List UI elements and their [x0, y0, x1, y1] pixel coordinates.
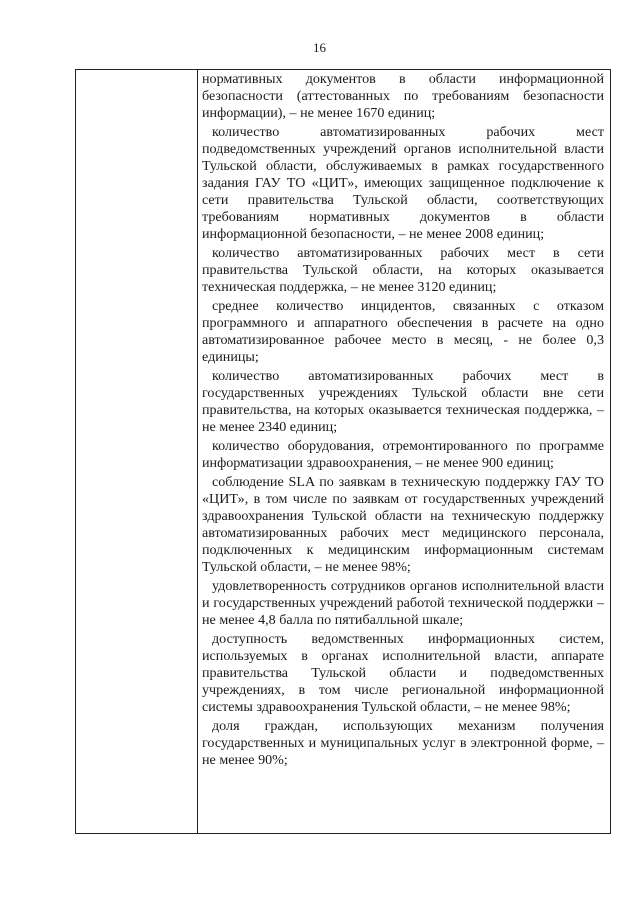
indicator-paragraph: количество автоматизированных рабочих мест в государственных учреждениях Тульской области вне сети правительства, на которых оказывается техническая поддержка, – не менее 2340 единиц;	[202, 368, 604, 435]
indicator-paragraph: доступность ведомственных информационных систем, используемых в органах исполнительной власти, аппарате правительства Тульской области и подведомственных учреждениях, в том числе региональной информационной системы здравоохранения Тульской области, – не менее 98%;	[202, 631, 604, 715]
indicator-paragraph: удовлетворенность сотрудников органов исполнительной власти и государственных учреждений работой технической поддержки – не менее 4,8 балла по пятибалльной шкале;	[202, 578, 604, 628]
table-right-cell	[198, 70, 610, 769]
content-table	[75, 69, 611, 834]
indicator-paragraph: нормативных документов в области информационной безопасности (аттестованных по требованиям безопасности информации), – не менее 1670 единиц;	[202, 71, 604, 121]
page-number: 16	[313, 40, 326, 55]
indicator-paragraph: среднее количество инцидентов, связанных с отказом программного и аппаратного обеспечения в расчете на одно автоматизированное рабочее место в месяц, - не более 0,3 единицы;	[202, 298, 604, 365]
indicator-paragraph: доля граждан, использующих механизм получения государственных и муниципальных услуг в электронной форме, – не менее 90%;	[202, 718, 604, 768]
indicator-paragraph: количество оборудования, отремонтированного по программе информатизации здравоохранения, – не менее 900 единиц;	[202, 438, 604, 471]
indicator-paragraph: количество автоматизированных рабочих мест подведомственных учреждений органов исполнительной власти Тульской области, обслуживаемых в рамках государственного задания ГАУ ТО «ЦИТ», имеющих защищенное подключение к сети правительства Тульской области, соответствующих требованиям нормативных документов в области информационной безопасности, – не менее 2008 единиц;	[202, 124, 604, 242]
indicator-paragraph: количество автоматизированных рабочих мест в сети правительства Тульской области, на которых оказывается техническая поддержка, – не менее 3120 единиц;	[202, 245, 604, 295]
table-left-cell	[76, 70, 197, 833]
indicator-paragraph: соблюдение SLA по заявкам в техническую поддержку ГАУ ТО «ЦИТ», в том числе по заявкам от государственных учреждений здравоохранения Тульской области на техническую поддержку автоматизированных рабочих мест медицинского персонала, подключенных к медицинским информационным системам Тульской области, – не менее 98%;	[202, 474, 604, 575]
